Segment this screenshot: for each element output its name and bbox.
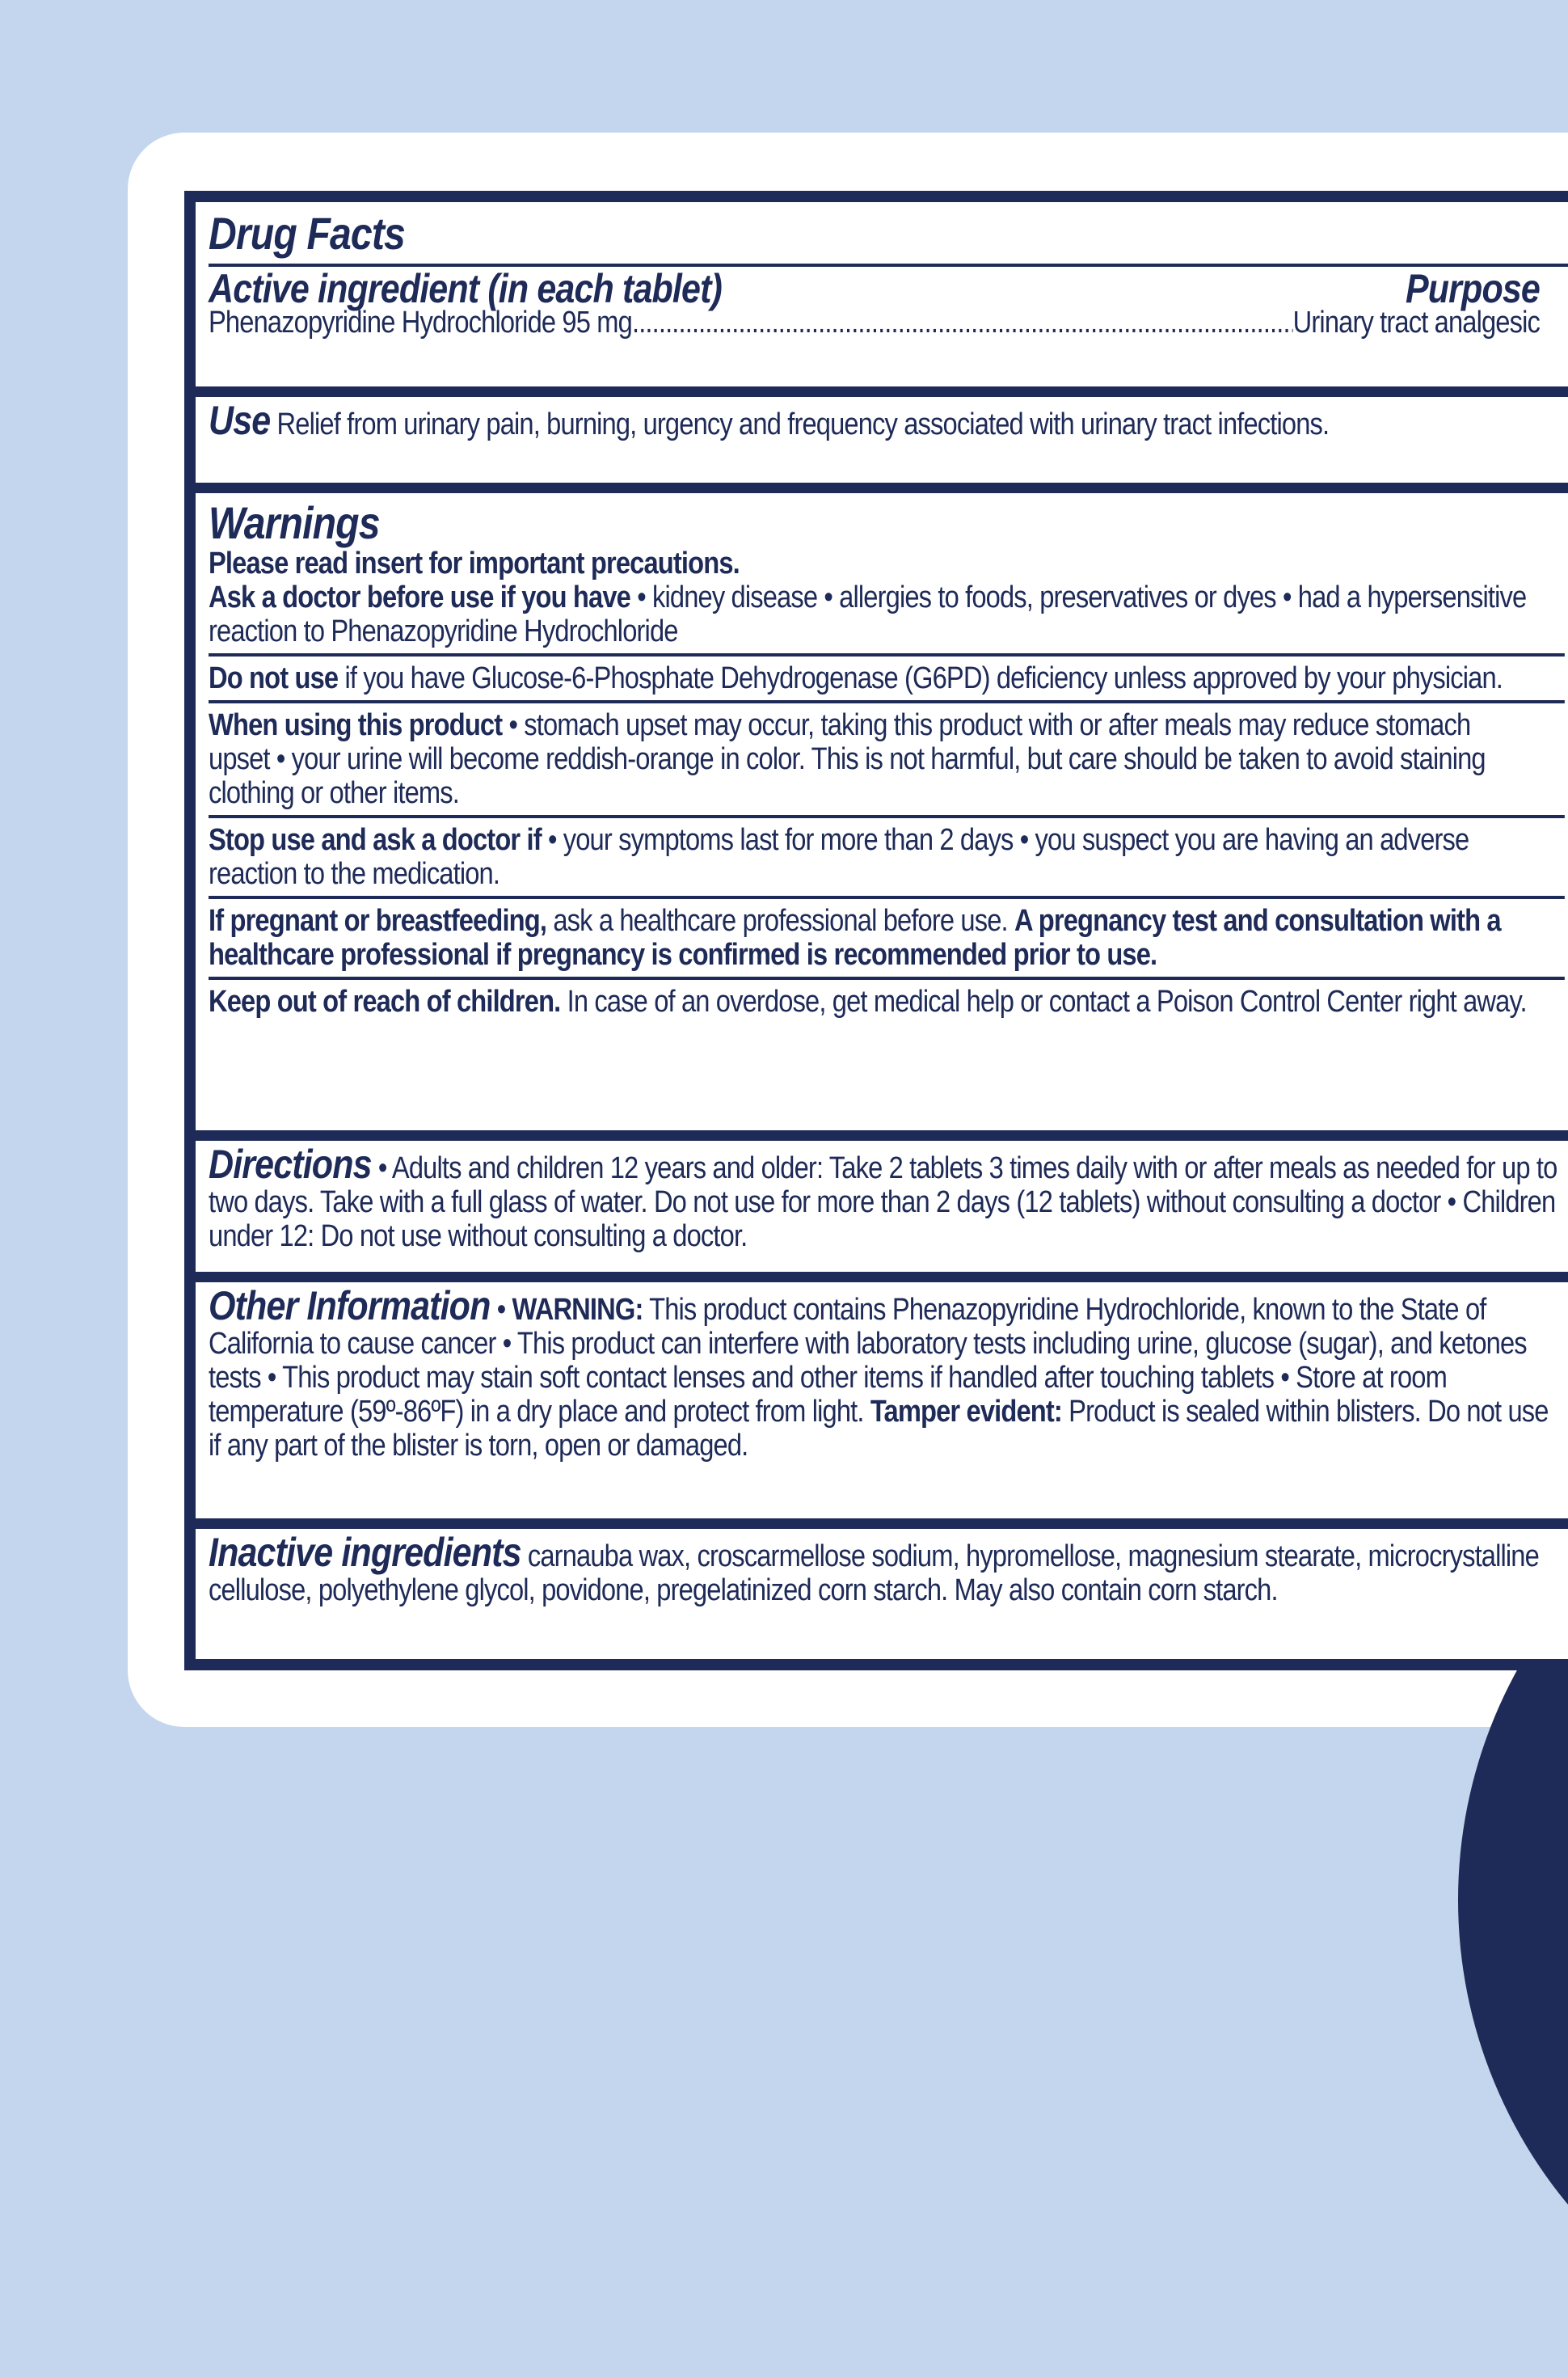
tamper-label: Tamper evident: xyxy=(870,1395,1062,1429)
other-info-bullet: • xyxy=(496,1293,506,1327)
stop-use-section xyxy=(209,815,1565,891)
keep-out-section xyxy=(209,977,1565,1019)
stop-use-label: Stop use and ask a doctor if xyxy=(209,823,542,857)
other-info-text: This product contains Phenazopyridine Hydrochloride, known to the State of California to cause cancer • This product can interfere with laboratory tests including urine, glucose (sugar), and ketones tests • This product may stain soft contact lenses and other items if handled after touching tablets • Store at room temperature (59º-86ºF) in a dry place and protect from light. xyxy=(209,1293,1527,1429)
warnings-intro xyxy=(209,497,1565,648)
warnings-insert: Please read insert for important precautions. xyxy=(209,547,740,581)
ingredient-purpose: Urinary tract analgesic xyxy=(1292,306,1540,340)
when-using-label: When using this product xyxy=(209,708,503,742)
do-not-use-text: if you have Glucose-6-Phosphate Dehydrogenase (G6PD) deficiency unless approved by your physician. xyxy=(344,661,1503,695)
directions-text: • Adults and children 12 years and older: Take 2 tablets 3 times daily with or after meals as needed for up to two days. Take with a full glass of water. Do not use for more than 2 days (12 tablets) without consulting a doctor • Children under 12: Do not use without consulting a doctor. xyxy=(209,1151,1557,1253)
do-not-use-section xyxy=(209,653,1565,695)
ask-doctor-text: • kidney disease • allergies to foods, preservatives or dyes • had a hypersensitive reaction to Phenazopyridine Hydrochloride xyxy=(209,581,1527,648)
ingredient-name: Phenazopyridine Hydrochloride 95 mg xyxy=(209,306,632,340)
pregnancy-bold-text: A pregnancy test and consultation with a healthcare professional if pregnancy is confirmed is recommended prior to use. xyxy=(209,904,1501,972)
inactive-heading: Inactive ingredients xyxy=(209,1530,521,1575)
leader-dots xyxy=(632,306,1293,340)
warnings-box xyxy=(196,493,1568,1130)
drug-facts-title: Drug Facts xyxy=(209,208,405,259)
use-heading: Use xyxy=(209,398,271,443)
other-info-heading: Other Information xyxy=(209,1283,491,1328)
when-using-section xyxy=(209,700,1565,810)
active-ingredient-heading: Active ingredient (in each tablet) xyxy=(209,266,723,311)
other-information-box xyxy=(196,1282,1568,1518)
when-using-text: • stomach upset may occur, taking this product with or after meals may reduce stomach upset • your urine will become reddish-orange in color. This is not harmful, but care should be taken to avoid staining clothing or other items. xyxy=(209,708,1486,810)
pregnancy-text: ask a healthcare professional before use. xyxy=(553,904,1008,938)
inactive-text: carnauba wax, croscarmellose sodium, hypromellose, magnesium stearate, microcrystalline cellulose, polyethylene glycol, povidone, pregelatinized corn starch. May also contain corn starch. xyxy=(209,1539,1539,1607)
title-row xyxy=(209,209,1568,259)
tamper-text: Product is sealed within blisters. Do not use if any part of the blister is torn, open or damaged. xyxy=(209,1395,1549,1463)
warnings-heading: Warnings xyxy=(209,497,380,548)
drug-facts-panel xyxy=(184,191,1568,1670)
drug-facts-header-box xyxy=(196,202,1568,386)
active-ingredient-section xyxy=(209,264,1568,340)
ask-doctor-paragraph xyxy=(209,581,1537,648)
directions-box xyxy=(196,1141,1568,1272)
ask-doctor-label: Ask a doctor before use if you have xyxy=(209,581,630,614)
use-text: Relief from urinary pain, burning, urgency and frequency associated with urinary tract infections. xyxy=(276,407,1330,441)
keep-out-label: Keep out of reach of children. xyxy=(209,985,561,1019)
other-info-warning-label: WARNING: xyxy=(512,1293,643,1327)
use-box xyxy=(196,397,1568,483)
pregnancy-section xyxy=(209,896,1565,972)
pregnancy-label: If pregnant or breastfeeding, xyxy=(209,904,547,938)
do-not-use-label: Do not use xyxy=(209,661,339,695)
keep-out-text: In case of an overdose, get medical help or contact a Poison Control Center right away. xyxy=(567,985,1527,1019)
directions-heading: Directions xyxy=(209,1142,372,1187)
active-ingredient-heading-row xyxy=(209,266,1565,311)
purpose-heading: Purpose xyxy=(1405,266,1540,311)
active-ingredient-row xyxy=(209,306,1565,340)
inactive-ingredients-box xyxy=(196,1529,1568,1659)
stop-use-text: • your symptoms last for more than 2 days • you suspect you are having an adverse reaction to the medication. xyxy=(209,823,1469,891)
